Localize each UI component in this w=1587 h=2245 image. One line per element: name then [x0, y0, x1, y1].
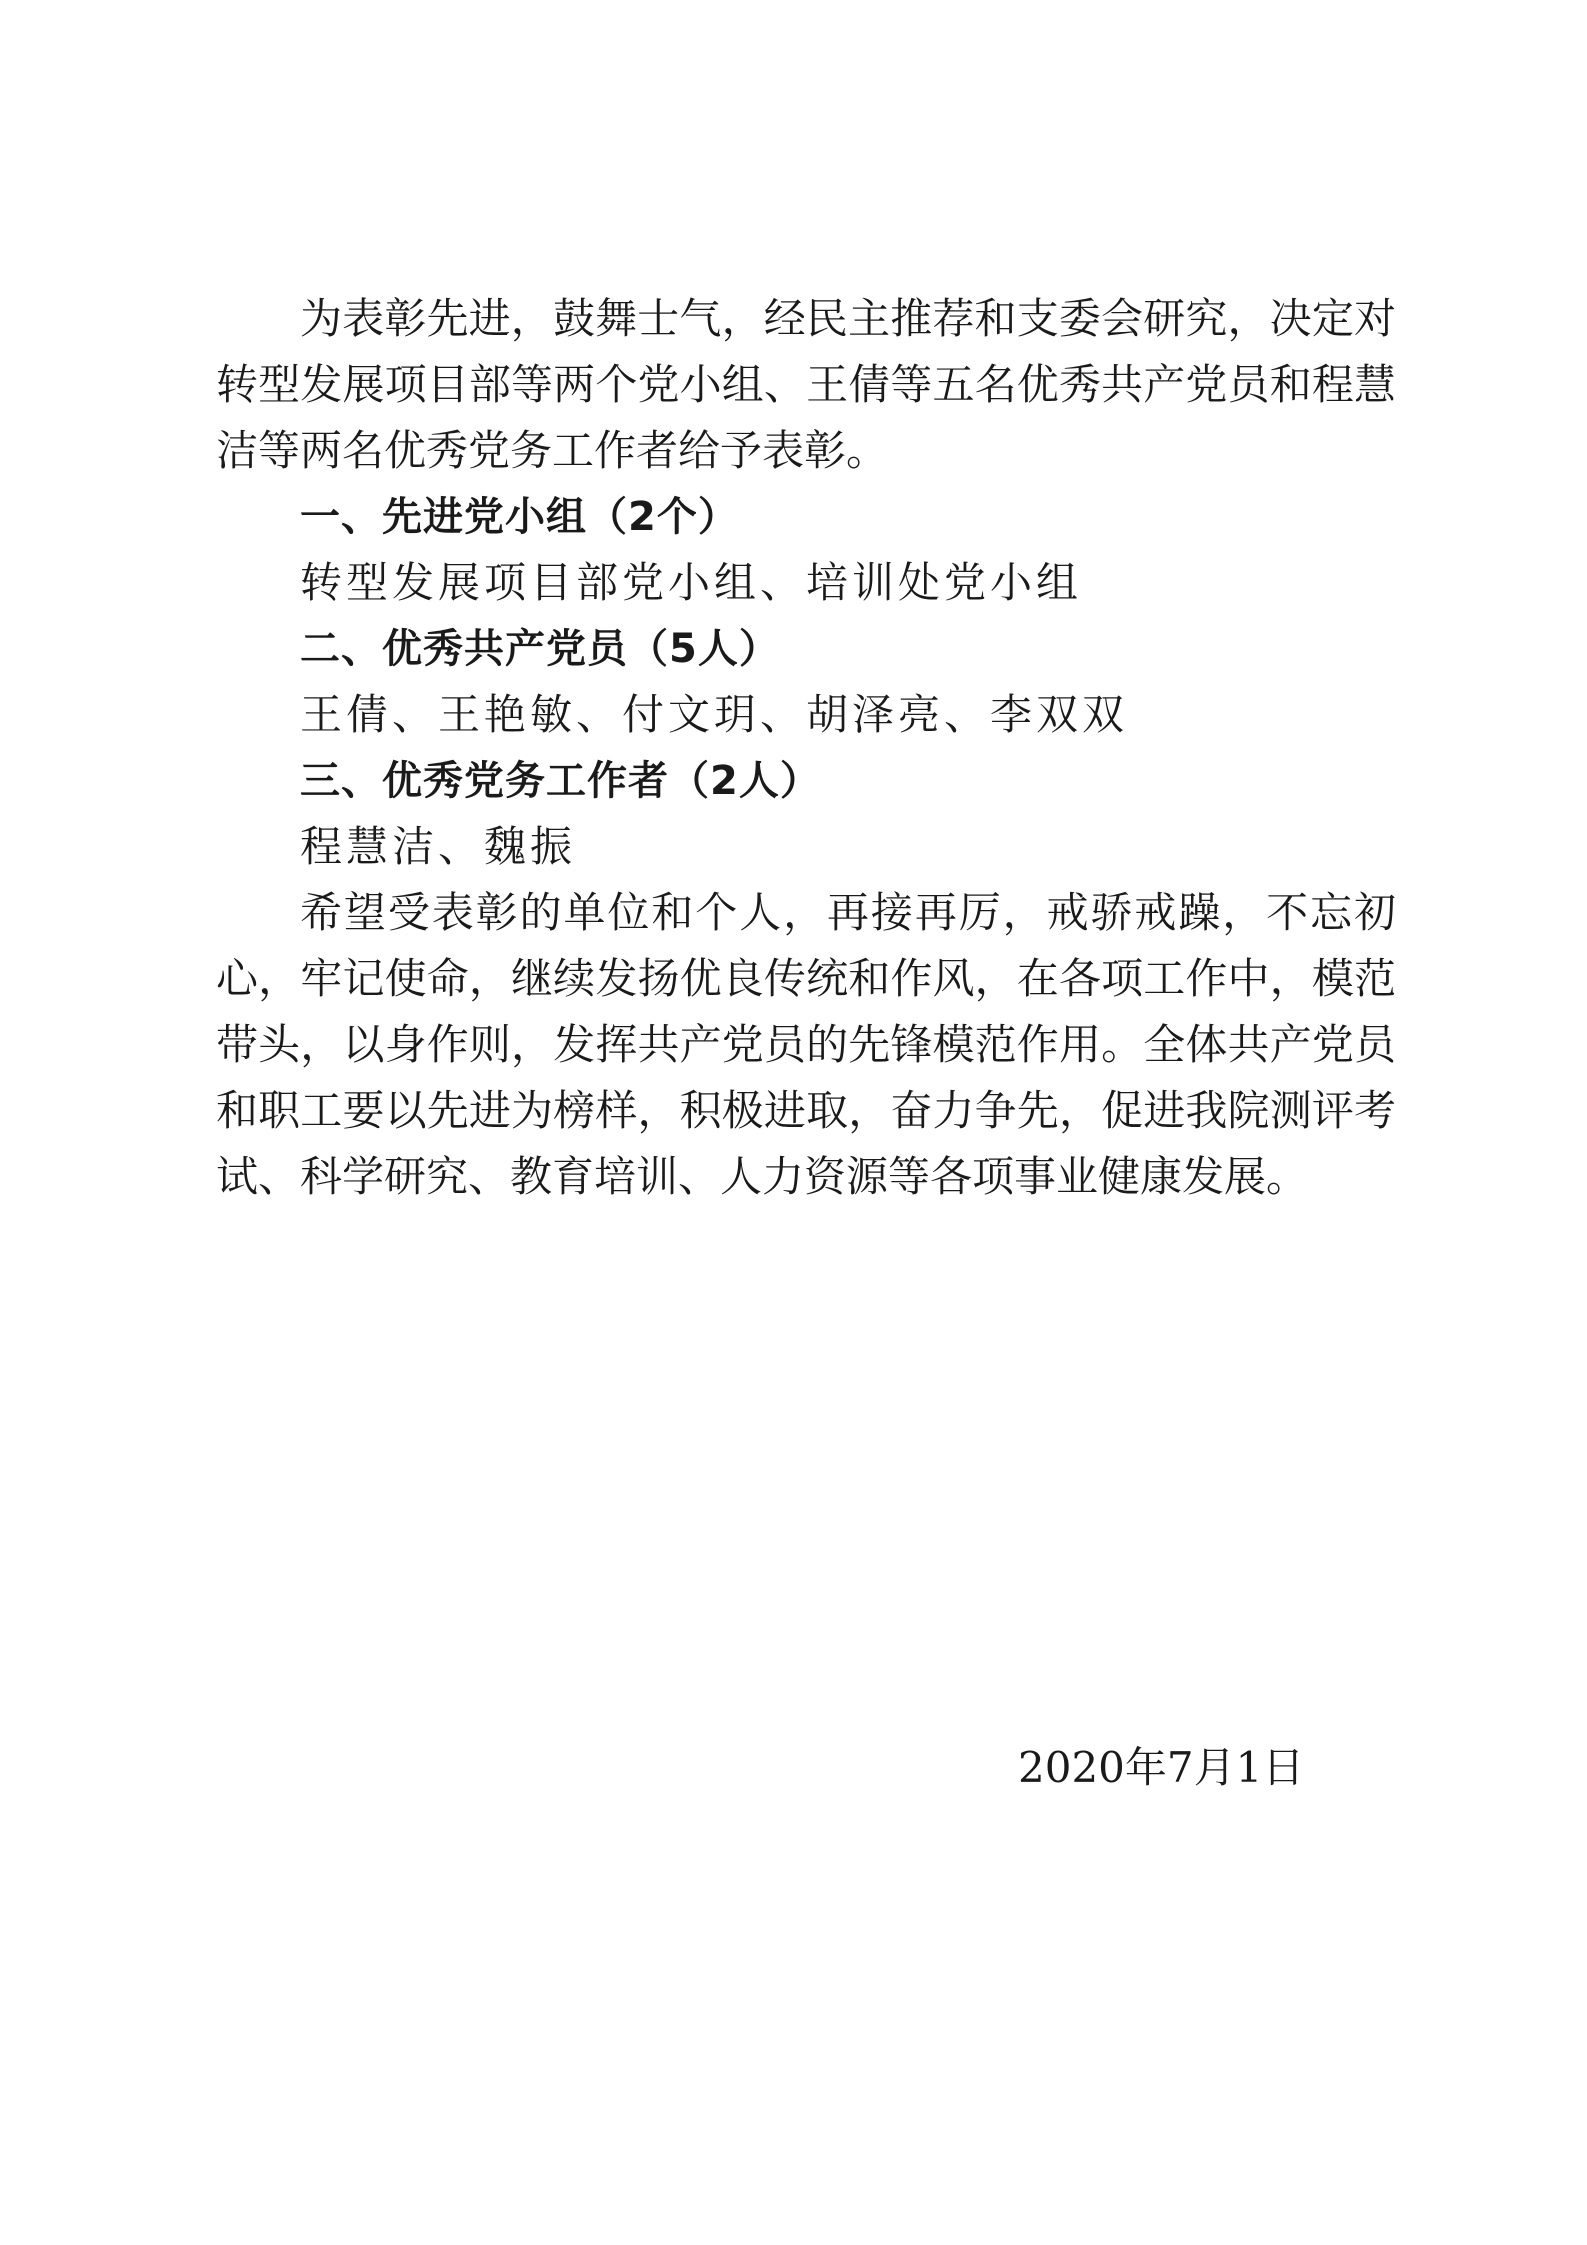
section-heading-excellent-members: 二、优秀共产党员（5人） [300, 626, 780, 672]
section-heading-advanced-groups: 一、先进党小组（2个） [300, 494, 739, 540]
document-date: 2020年7月1日 [1018, 1743, 1305, 1792]
section-content-party-workers: 程慧洁、魏振 [300, 822, 577, 871]
document-body [216, 286, 1396, 1210]
section-content-advanced-groups: 转型发展项目部党小组、培训处党小组 [300, 558, 1083, 607]
intro-paragraph: 为表彰先进，鼓舞士气，经民主推荐和支委会研究，决定对转型发展项目部等两个党小组、王倩等五名优秀共产党员和程慧洁等两名优秀党务工作者给予表彰。 [216, 294, 1396, 475]
section-content-excellent-members: 王倩、王艳敏、付文玥、胡泽亮、李双双 [300, 690, 1129, 739]
section-heading-party-workers: 三、优秀党务工作者（2人） [300, 758, 821, 804]
closing-paragraph: 希望受表彰的单位和个人，再接再厉，戒骄戒躁，不忘初心，牢记使命，继续发扬优良传统和作风，在各项工作中，模范带头，以身作则，发挥共产党员的先锋模范作用。全体共产党员和职工要以先进为榜样，积极进取，奋力争先，促进我院测评考试、科学研究、教育培训、人力资源等各项事业健康发展。 [216, 888, 1396, 1201]
